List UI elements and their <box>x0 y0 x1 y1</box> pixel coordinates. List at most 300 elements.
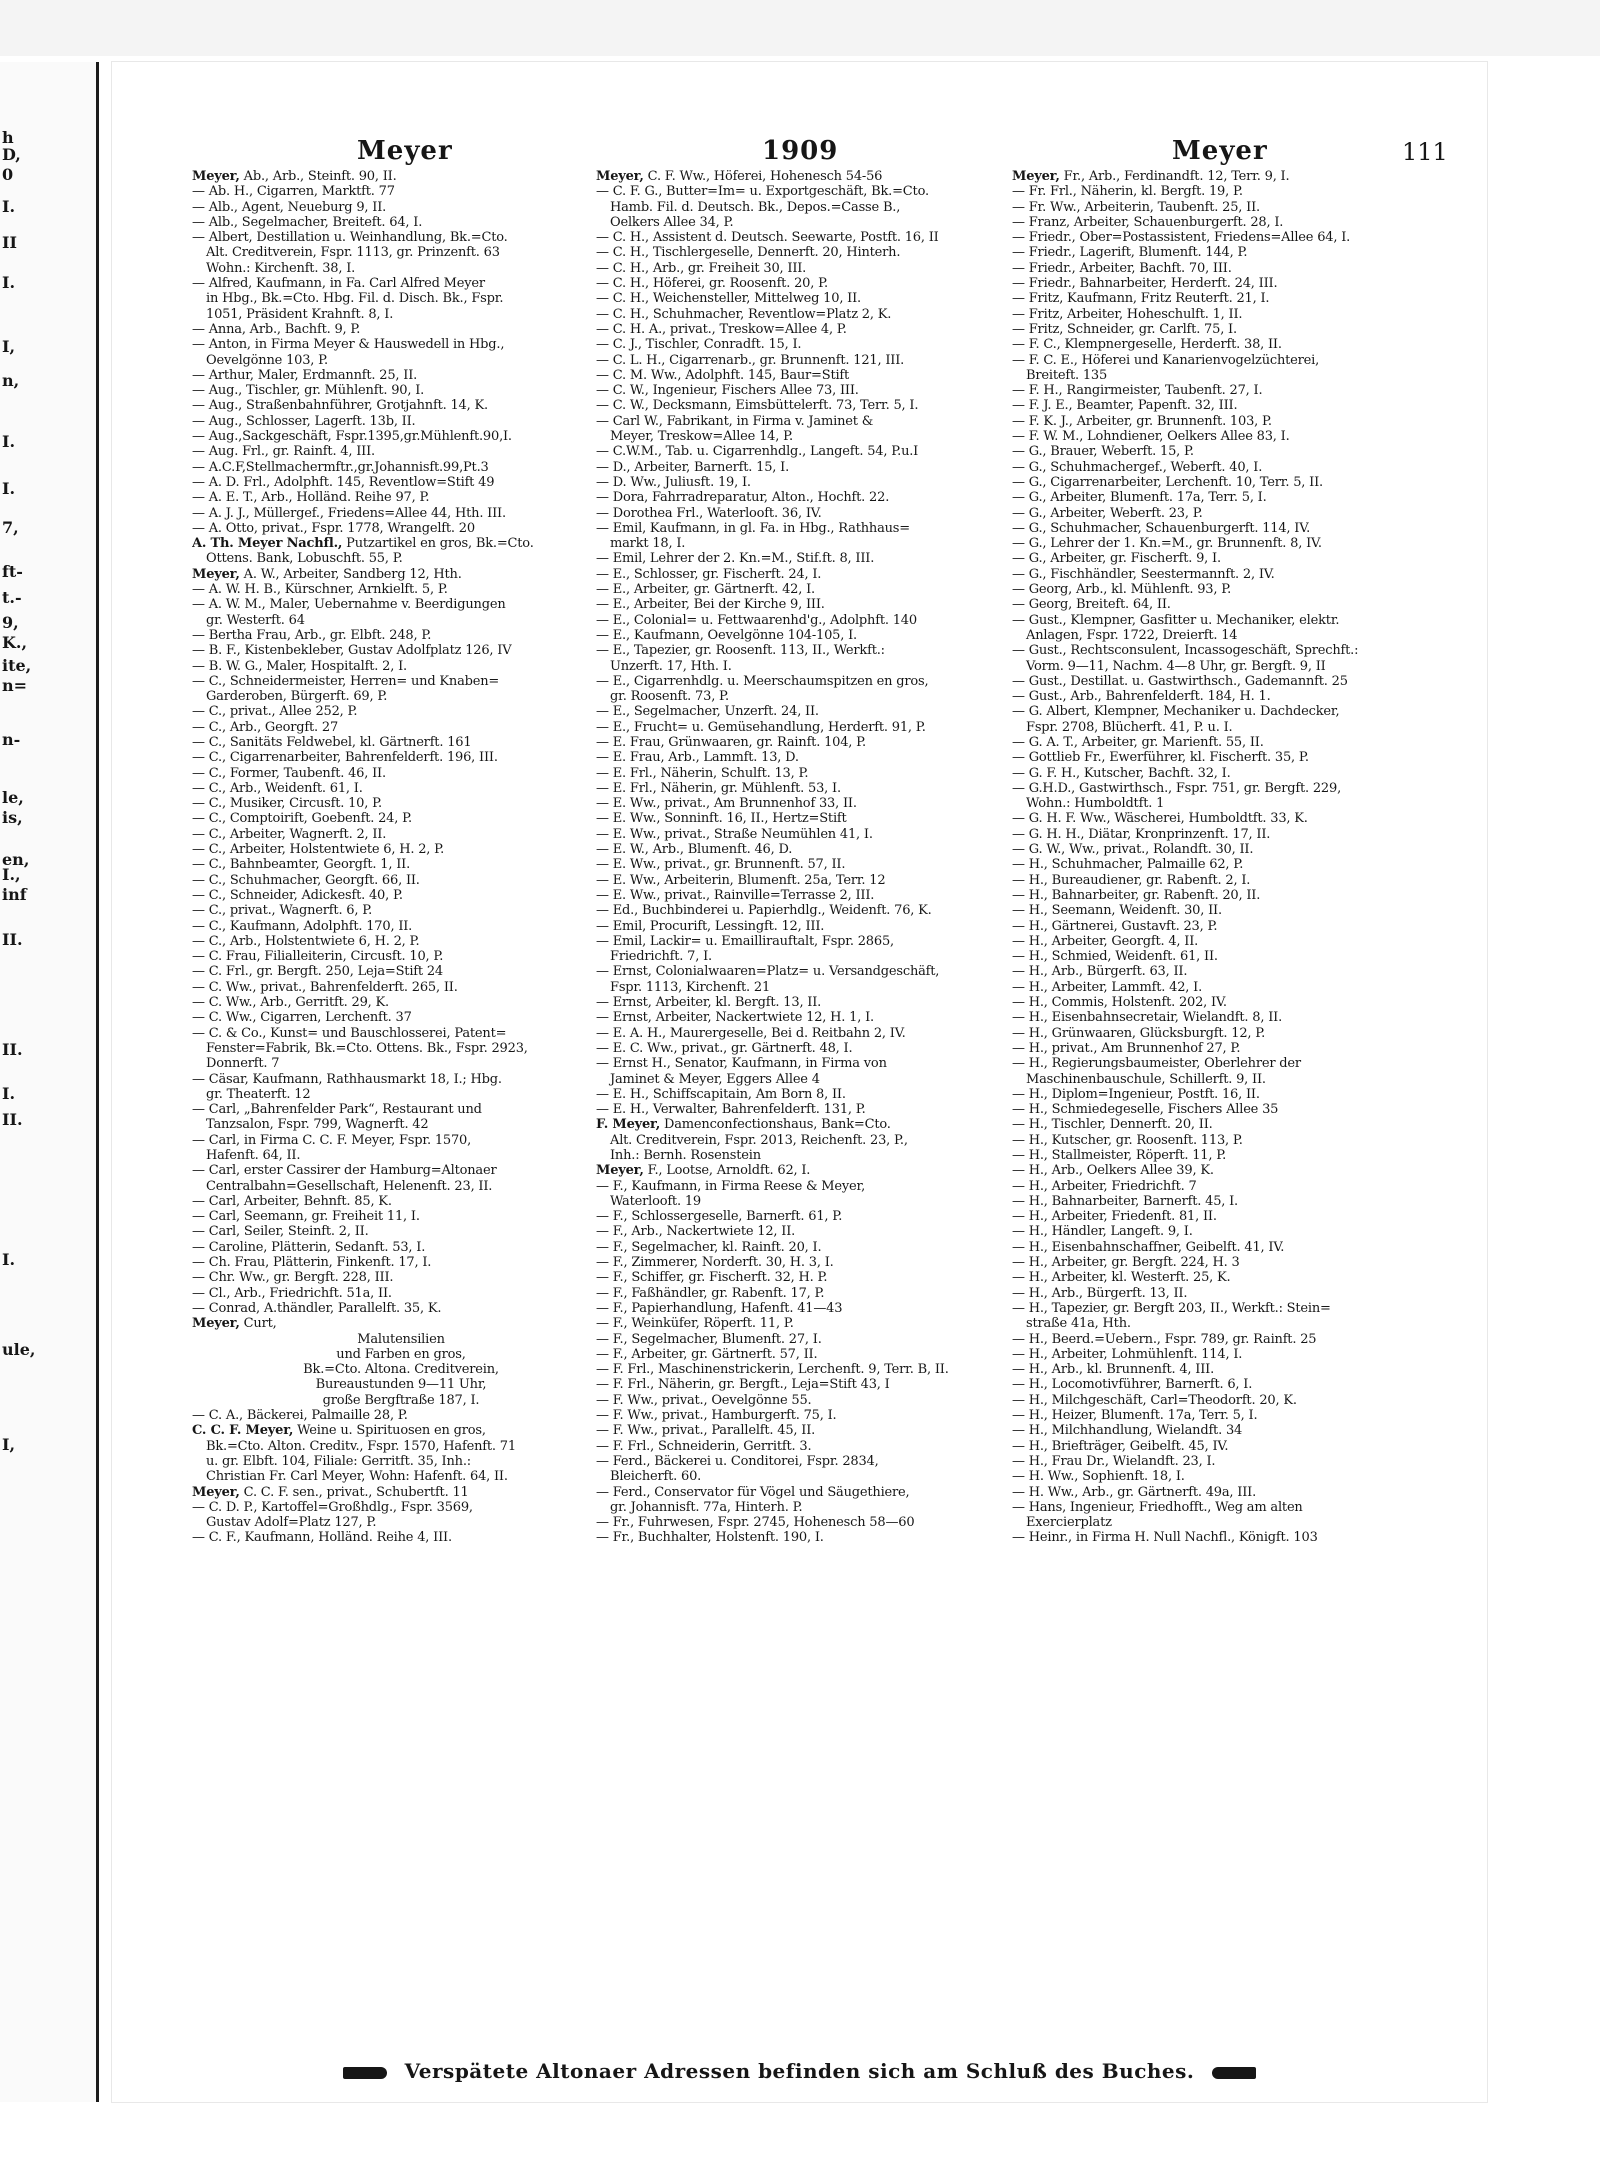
entry-surname: Meyer, <box>1012 169 1060 184</box>
entry-text: Curt, <box>243 1316 277 1332</box>
entry-text: — E. Frl., Näherin, gr. Mühlenft. 53, I. <box>596 780 841 796</box>
directory-entry <box>192 1439 570 1454</box>
directory-entry <box>596 1485 974 1500</box>
directory-entry <box>1012 1270 1390 1285</box>
directory-entry <box>1012 414 1390 429</box>
directory-entry <box>1012 506 1390 521</box>
entry-text: — Ernst, Colonialwaaren=Platz= u. Versandgeschäft, <box>596 964 940 980</box>
entry-text: — Ernst, Arbeiter, kl. Bergft. 13, II. <box>596 995 822 1011</box>
entry-text: — H., Arbeiter, Friedenft. 81, II. <box>1012 1209 1217 1225</box>
entry-text: — H., Grünwaaren, Glücksburgft. 12, P. <box>1012 1025 1266 1041</box>
directory-entry <box>192 184 570 199</box>
directory-entry <box>596 1148 974 1163</box>
directory-entry <box>192 857 570 872</box>
directory-entry <box>596 1500 974 1515</box>
prev-page-fragment: 0 <box>2 165 14 184</box>
pointing-hand-icon <box>1212 2067 1256 2079</box>
entry-text: — Gottlieb Fr., Ewerführer, kl. Fischerft. 35, P. <box>1012 750 1309 766</box>
prev-page-fragment: I. <box>2 197 16 216</box>
directory-entry <box>596 1102 974 1117</box>
prev-page-fragment: I. <box>2 479 16 498</box>
entry-text: — E. C. Ww., privat., gr. Gärtnerft. 48, I. <box>596 1040 853 1056</box>
directory-entry <box>596 506 974 521</box>
directory-entry <box>192 1087 570 1102</box>
entry-text: — Carl, in Firma C. C. F. Meyer, Fspr. 1570, <box>192 1132 472 1148</box>
directory-page <box>112 62 1487 2102</box>
entry-text: — Carl, „Bahrenfelder Park“, Restaurant und <box>192 1102 482 1118</box>
entry-text: — Fr., Buchhalter, Holstenft. 190, I. <box>596 1530 824 1546</box>
entry-text: — H., Bahnarbeiter, Barnerft. 45, I. <box>1012 1193 1238 1209</box>
entry-text: C. C. F. sen., privat., Schubertft. 11 <box>243 1484 469 1500</box>
entry-text: — Fritz, Schneider, gr. Carlft. 75, I. <box>1012 321 1237 337</box>
directory-entry <box>1012 1240 1390 1255</box>
entry-text: Alt. Creditverein, Fspr. 1113, gr. Prinzenft. 63 <box>206 245 500 261</box>
directory-entry <box>192 1240 570 1255</box>
directory-entry <box>192 1377 570 1392</box>
entry-text: — C. W., Ingenieur, Fischers Allee 73, III. <box>596 383 859 399</box>
entry-text: Gustav Adolf=Platz 127, P. <box>206 1515 377 1531</box>
entry-text: — H., Arbeiter, Lohmühlenft. 114, I. <box>1012 1346 1243 1362</box>
directory-entry <box>192 1026 570 1041</box>
header-right-name: Meyer <box>1172 136 1268 166</box>
entry-text: — E. Frau, Grünwaaren, gr. Rainft. 104, P. <box>596 734 866 750</box>
entry-text: — C., Comptoirift, Goebenft. 24, P. <box>192 811 412 827</box>
directory-entry <box>596 521 974 536</box>
entry-text: — H., Schmiedegeselle, Fischers Allee 35 <box>1012 1102 1279 1118</box>
directory-entry <box>596 460 974 475</box>
entry-text: Hafenft. 64, II. <box>206 1148 301 1163</box>
entry-text: — F. Frl., Schneiderin, Gerritft. 3. <box>596 1438 812 1454</box>
directory-entry <box>192 1056 570 1071</box>
entry-text: — E. Ww., privat., Straße Neumühlen 41, I. <box>596 826 873 842</box>
directory-entry <box>596 230 974 245</box>
directory-entry <box>596 322 974 337</box>
directory-entry <box>596 245 974 260</box>
directory-entry <box>192 261 570 276</box>
directory-entry <box>596 1163 974 1178</box>
directory-entry <box>192 230 570 245</box>
entry-text: — F. C. E., Höferei und Kanarienvogelzüchterei, <box>1012 352 1320 368</box>
directory-entry <box>192 215 570 230</box>
entry-text: — G. H. H., Diätar, Kronprinzenft. 17, II. <box>1012 826 1271 842</box>
directory-entry <box>596 1117 974 1132</box>
directory-entry <box>1012 444 1390 459</box>
directory-entry <box>192 353 570 368</box>
entry-text: — G. F. H., Kutscher, Bachft. 32, I. <box>1012 765 1231 781</box>
entry-text: — Bertha Frau, Arb., gr. Elbft. 248, P. <box>192 627 432 643</box>
directory-entry <box>596 490 974 505</box>
directory-entry <box>596 383 974 398</box>
directory-entry <box>1012 1393 1390 1408</box>
entry-text: — F. J. E., Beamter, Papenft. 32, III. <box>1012 398 1238 414</box>
entry-text: — C., Schneidermeister, Herren= und Knaben= <box>192 673 500 689</box>
directory-entry <box>192 689 570 704</box>
entry-text: — H., Tapezier, gr. Bergft 203, II., Werkft.: Stein= <box>1012 1300 1331 1316</box>
directory-entry <box>1012 1423 1390 1438</box>
directory-entry <box>192 307 570 322</box>
directory-entry <box>1012 1148 1390 1163</box>
entry-text: — C. J., Tischler, Conradft. 15, I. <box>596 337 802 353</box>
prev-page-fragment: n- <box>2 730 21 749</box>
entry-text: — C., Arb., Weidenft. 61, I. <box>192 780 363 796</box>
prev-page-fragment: is, <box>2 808 23 827</box>
entry-text: — E. Ww., privat., Am Brunnenhof 33, II. <box>596 796 857 812</box>
directory-entry <box>596 1332 974 1347</box>
directory-entry <box>596 735 974 750</box>
column-1 <box>192 169 570 1546</box>
entry-text: — H., Seemann, Weidenft. 30, II. <box>1012 903 1222 919</box>
directory-entry <box>1012 1102 1390 1117</box>
entry-text: — E., Cigarrenhdlg. u. Meerschaumspitzen en gros, <box>596 673 929 689</box>
entry-text: Wohn.: Humboldtft. 1 <box>1026 796 1165 812</box>
entry-text: — C., Arb., Holstentwiete 6, H. 2, P. <box>192 933 420 949</box>
entry-text: — E., Arbeiter, gr. Gärtnerft. 42, I. <box>596 582 815 598</box>
entry-text: — F., Segelmacher, kl. Rainft. 20, I. <box>596 1239 822 1255</box>
entry-text: — Ferd., Bäckerei u. Conditorei, Fspr. 2834, <box>596 1453 879 1469</box>
entry-text: — H., Arbeiter, gr. Bergft. 224, H. 3 <box>1012 1255 1240 1271</box>
directory-entry <box>192 903 570 918</box>
entry-text: — C., Schneider, Adickesft. 40, P. <box>192 887 403 903</box>
directory-entry <box>596 215 974 230</box>
directory-entry <box>192 811 570 826</box>
directory-entry <box>1012 781 1390 796</box>
entry-text: — F., Papierhandlung, Hafenft. 41—43 <box>596 1300 843 1316</box>
directory-entry <box>596 276 974 291</box>
entry-text: — C., Kaufmann, Adolphft. 170, II. <box>192 918 413 934</box>
entry-text: — C. H., Assistent d. Deutsch. Seewarte, Postft. 16, II <box>596 230 939 246</box>
prev-page-fragment: 7, <box>2 518 19 537</box>
directory-entry <box>1012 964 1390 979</box>
directory-entry <box>1012 597 1390 612</box>
entry-text: — Aug. Frl., gr. Rainft. 4, III. <box>192 444 375 460</box>
directory-entry <box>192 1515 570 1530</box>
entry-text: — F. C., Klempnergeselle, Herderft. 38, II. <box>1012 337 1282 353</box>
prev-page-fragment: en, <box>2 850 30 869</box>
entry-text: — Gust., Rechtsconsulent, Incassogeschäft, Sprechft.: <box>1012 643 1359 659</box>
directory-entry <box>596 1026 974 1041</box>
entry-text: — G., Arbeiter, Blumenft. 17a, Terr. 5, I. <box>1012 490 1267 506</box>
directory-entry <box>1012 490 1390 505</box>
entry-text: — C. D. P., Kartoffel=Großhdlg., Fspr. 3569, <box>192 1499 473 1515</box>
prev-page-fragment: II. <box>2 1110 23 1129</box>
entry-text: — Georg, Breiteft. 64, II. <box>1012 597 1171 613</box>
prev-page-fragment: I. <box>2 432 16 451</box>
directory-entry <box>596 398 974 413</box>
directory-entry <box>192 1194 570 1209</box>
entry-text: — C. M. Ww., Adolphft. 145, Baur=Stift <box>596 367 850 383</box>
directory-entry <box>596 628 974 643</box>
entry-text: — A. J. J., Müllergef., Friedens=Allee 44, Hth. III. <box>192 505 506 521</box>
entry-text: — E., Kaufmann, Oevelgönne 104-105, I. <box>596 627 857 643</box>
entry-text: Anlagen, Fspr. 1722, Dreierft. 14 <box>1026 627 1238 643</box>
directory-entry <box>192 1362 570 1377</box>
entry-text: — Caroline, Plätterin, Sedanft. 53, I. <box>192 1239 426 1255</box>
directory-entry <box>1012 429 1390 444</box>
directory-entry <box>596 857 974 872</box>
prev-page-fragment: h <box>2 128 14 147</box>
entry-text: — C. H., Weichensteller, Mittelweg 10, II. <box>596 291 861 307</box>
directory-entry <box>596 613 974 628</box>
entry-text: — G.H.D., Gastwirthsch., Fspr. 751, gr. Bergft. 229, <box>1012 780 1342 796</box>
directory-entry <box>1012 245 1390 260</box>
entry-text: — E., Colonial= u. Fettwaarenhd'g., Adolphft. 140 <box>596 612 917 628</box>
entry-text: — E., Segelmacher, Unzerft. 24, II. <box>596 704 819 720</box>
directory-entry <box>1012 200 1390 215</box>
entry-text: — Fr. Frl., Näherin, kl. Bergft. 19, P. <box>1012 184 1243 200</box>
entry-text: Unzerft. 17, Hth. I. <box>610 658 732 674</box>
directory-entry <box>1012 1347 1390 1362</box>
entry-surname: Meyer, <box>192 169 240 184</box>
directory-entry <box>596 414 974 429</box>
entry-text: — H., Eisenbahnsecretair, Wielandft. 8, II. <box>1012 1010 1283 1026</box>
directory-entry <box>1012 720 1390 735</box>
entry-text: — E., Tapezier, gr. Roosenft. 113, II., Werkft.: <box>596 643 885 659</box>
directory-entry <box>192 1530 570 1545</box>
directory-entry <box>596 1439 974 1454</box>
directory-entry <box>1012 689 1390 704</box>
entry-text: Weine u. Spirituosen en gros, <box>297 1423 486 1439</box>
entry-text: — E. H., Schiffscapitain, Am Born 8, II. <box>596 1086 846 1102</box>
entry-surname: Meyer, <box>596 169 644 184</box>
entry-text: — F., Schiffer, gr. Fischerft. 32, H. P. <box>596 1270 828 1286</box>
entry-text: — C. H., Tischlergeselle, Dennerft. 20, Hinterh. <box>596 245 901 261</box>
directory-entry <box>192 964 570 979</box>
entry-text: — H., Händler, Langeft. 9, I. <box>1012 1224 1193 1240</box>
entry-text: — H., Stallmeister, Röperft. 11, P. <box>1012 1148 1227 1163</box>
directory-entry <box>1012 1408 1390 1423</box>
directory-entry <box>596 796 974 811</box>
directory-entry <box>192 720 570 735</box>
directory-entry <box>192 980 570 995</box>
directory-entry <box>1012 674 1390 689</box>
directory-entry <box>1012 1255 1390 1270</box>
directory-entry <box>596 842 974 857</box>
entry-text: Fenster=Fabrik, Bk.=Cto. Ottens. Bk., Fspr. 2923, <box>206 1040 528 1056</box>
entry-surname: Meyer, <box>596 1163 644 1179</box>
directory-entry <box>1012 934 1390 949</box>
directory-entry <box>1012 383 1390 398</box>
directory-entry <box>192 1469 570 1484</box>
directory-entry <box>1012 1087 1390 1102</box>
directory-entry <box>192 1332 570 1347</box>
directory-entry <box>596 1530 974 1545</box>
entry-text: — G., Cigarrenarbeiter, Lerchenft. 10, Terr. 5, II. <box>1012 474 1323 490</box>
entry-text: — H., Schuhmacher, Palmaille 62, P. <box>1012 857 1244 873</box>
directory-entry <box>1012 1194 1390 1209</box>
directory-entry <box>1012 1332 1390 1347</box>
entry-text: Friedrichft. 7, I. <box>610 949 712 965</box>
entry-text: — H., Arb., Bürgerft. 63, II. <box>1012 964 1188 980</box>
directory-entry <box>596 1087 974 1102</box>
directory-entry <box>596 337 974 352</box>
directory-entry <box>1012 368 1390 383</box>
entry-text: — C. F., Kaufmann, Holländ. Reihe 4, III. <box>192 1530 452 1546</box>
entry-text: Bleicherft. 60. <box>610 1469 702 1485</box>
entry-text: — F. Ww., privat., Oevelgönne 55. <box>596 1392 812 1408</box>
directory-entry <box>192 490 570 505</box>
entry-text: markt 18, I. <box>610 536 686 552</box>
directory-entry <box>596 934 974 949</box>
column-2 <box>596 169 974 1546</box>
footer-text: Verspätete Altonaer Adressen befinden sich am Schluß des Buches. <box>404 2059 1195 2083</box>
entry-text: — E., Frucht= u. Gemüsehandlung, Herderft. 91, P. <box>596 719 926 735</box>
directory-entry <box>596 1209 974 1224</box>
entry-text: gr. Westerft. 64 <box>206 612 305 628</box>
column-3 <box>1012 169 1390 1546</box>
entry-surname: A. Th. Meyer Nachfl., <box>192 536 343 552</box>
entry-text: — F., Faßhändler, gr. Rabenft. 17, P. <box>596 1285 825 1301</box>
entry-text: — Emil, Lehrer der 2. Kn.=M., Stif.ft. 8, III. <box>596 551 875 567</box>
entry-text: — H., Locomotivführer, Barnerft. 6, I. <box>1012 1377 1253 1393</box>
entry-surname: F. Meyer, <box>596 1117 661 1133</box>
entry-text: — C. Ww., privat., Bahrenfelderft. 265, II. <box>192 979 458 995</box>
entry-text: — E. Frau, Arb., Lammft. 13, D. <box>596 750 799 766</box>
entry-text: — H., Regierungsbaumeister, Oberlehrer der <box>1012 1056 1301 1072</box>
directory-entry <box>596 720 974 735</box>
entry-text: Breiteft. 135 <box>1026 367 1108 383</box>
entry-text: — E. Ww., privat., gr. Brunnenft. 57, II. <box>596 857 846 873</box>
directory-entry <box>192 1301 570 1316</box>
directory-entry <box>596 169 974 184</box>
directory-entry <box>596 1255 974 1270</box>
entry-text: Oelkers Allee 34, P. <box>610 214 734 230</box>
directory-entry <box>596 291 974 306</box>
entry-text: — Friedr., Bahnarbeiter, Herderft. 24, III. <box>1012 276 1278 292</box>
entry-text: — H., Arbeiter, Lammft. 42, I. <box>1012 979 1203 995</box>
directory-entry <box>1012 1286 1390 1301</box>
entry-text: — Aug., Tischler, gr. Mühlenft. 90, I. <box>192 383 425 399</box>
directory-entry <box>596 184 974 199</box>
directory-entry <box>596 781 974 796</box>
directory-entry <box>596 353 974 368</box>
viewer-top-margin <box>0 0 1600 56</box>
directory-entry <box>192 398 570 413</box>
directory-entry <box>596 567 974 582</box>
prev-page-fragment: le, <box>2 788 24 807</box>
directory-entry <box>1012 1209 1390 1224</box>
entry-text: — G., Arbeiter, Weberft. 23, P. <box>1012 505 1203 521</box>
directory-entry <box>192 674 570 689</box>
entry-text: — Gust., Arb., Bahrenfelderft. 184, H. 1. <box>1012 689 1271 705</box>
directory-entry <box>192 1148 570 1163</box>
entry-text: — Anna, Arb., Bachft. 9, P. <box>192 321 361 337</box>
entry-text: — H., Tischler, Dennerft. 20, II. <box>1012 1117 1213 1133</box>
entry-text: — C. H., Höferei, gr. Roosenft. 20, P. <box>596 276 828 292</box>
entry-text: — Dorothea Frl., Waterlooft. 36, IV. <box>596 505 822 521</box>
entry-text: — C., Sanitäts Feldwebel, kl. Gärtnerft. 161 <box>192 734 472 750</box>
directory-entry <box>596 1393 974 1408</box>
directory-entry <box>1012 995 1390 1010</box>
entry-text: — H., privat., Am Brunnenhof 27, P. <box>1012 1040 1241 1056</box>
directory-entry <box>192 1010 570 1025</box>
directory-entry <box>1012 643 1390 658</box>
directory-entry <box>192 551 570 566</box>
entry-text: — C., Arbeiter, Wagnerft. 2, II. <box>192 826 387 842</box>
prev-page-fragment: I., <box>2 865 21 884</box>
directory-entry <box>1012 475 1390 490</box>
directory-entry <box>192 368 570 383</box>
directory-entry <box>1012 1362 1390 1377</box>
directory-entry <box>1012 276 1390 291</box>
directory-entry <box>192 750 570 765</box>
directory-entry <box>192 460 570 475</box>
prev-page-fragment: n, <box>2 371 20 390</box>
entry-text: — G., Schuhmachergef., Weberft. 40, I. <box>1012 459 1263 475</box>
directory-entry <box>596 582 974 597</box>
entry-text: — Emil, Lackir= u. Emaillirauftalt, Fspr. 2865, <box>596 933 894 949</box>
directory-entry <box>596 444 974 459</box>
directory-entry <box>192 1454 570 1469</box>
directory-entry <box>596 1179 974 1194</box>
entry-text: — C. H. A., privat., Treskow=Allee 4, P. <box>596 321 847 337</box>
header-year: 1909 <box>762 136 839 166</box>
entry-text: — Fr., Fuhrwesen, Fspr. 2745, Hohenesch 58—60 <box>596 1515 915 1531</box>
entry-text: — Alb., Agent, Neueburg 9, II. <box>192 199 387 215</box>
directory-entry <box>1012 567 1390 582</box>
directory-entry <box>192 796 570 811</box>
entry-text: — H., Briefträger, Geibelft. 45, IV. <box>1012 1438 1229 1454</box>
entry-text: — H., Bahnarbeiter, gr. Rabenft. 20, II. <box>1012 887 1261 903</box>
directory-entry <box>596 1240 974 1255</box>
directory-entry <box>596 643 974 658</box>
entry-text: — C., Bahnbeamter, Georgft. 1, II. <box>192 857 411 873</box>
entry-text: — Anton, in Firma Meyer & Hauswedell in Hbg., <box>192 337 505 353</box>
entry-text: Putzartikel en gros, Bk.=Cto. <box>346 536 534 552</box>
entry-text: — C. H., Schuhmacher, Reventlow=Platz 2, K. <box>596 306 892 322</box>
entry-text: — C.W.M., Tab. u. Cigarrenhdlg., Langeft. 54, P.u.I <box>596 444 919 460</box>
directory-entry <box>1012 1316 1390 1331</box>
entry-text: — Fritz, Arbeiter, Hoheschulft. 1, II. <box>1012 306 1243 322</box>
entry-text: — Fritz, Kaufmann, Fritz Reuterft. 21, I. <box>1012 291 1270 307</box>
entry-text: — H., Kutscher, gr. Roosenft. 113, P. <box>1012 1132 1243 1148</box>
entry-text: — G., Fischhändler, Seestermannft. 2, IV. <box>1012 566 1275 582</box>
entry-text: — H., Beerd.=Uebern., Fspr. 789, gr. Rainft. 25 <box>1012 1331 1317 1347</box>
entry-text: — C. Ww., Cigarren, Lerchenft. 37 <box>192 1010 412 1026</box>
directory-entry <box>1012 1301 1390 1316</box>
entry-text: — Emil, Kaufmann, in gl. Fa. in Hbg., Rathhaus= <box>596 520 910 536</box>
entry-text: Christian Fr. Carl Meyer, Wohn: Hafenft. 64, II. <box>206 1469 508 1485</box>
entry-text: — E. Ww., Arbeiterin, Blumenft. 25a, Terr. 12 <box>596 872 886 888</box>
directory-entry <box>1012 857 1390 872</box>
directory-entry <box>192 1485 570 1500</box>
directory-entry <box>1012 1041 1390 1056</box>
entry-text: 1051, Präsident Krahnft. 8, I. <box>206 306 394 322</box>
entry-text: — Ch. Frau, Plätterin, Finkenft. 17, I. <box>192 1255 432 1271</box>
entry-text: — C. H., Arb., gr. Freiheit 30, III. <box>596 260 807 276</box>
directory-entry <box>596 903 974 918</box>
entry-text: — C. A., Bäckerei, Palmaille 28, P. <box>192 1408 408 1424</box>
entry-text: — A. W. H. B., Kürschner, Arnkielft. 5, P. <box>192 582 448 598</box>
entry-text: — B. F., Kistenbekleber, Gustav Adolfplatz 126, IV <box>192 643 512 659</box>
entry-text: — Carl, Seemann, gr. Freiheit 11, I. <box>192 1209 420 1225</box>
directory-entry <box>192 628 570 643</box>
directory-entry <box>1012 1377 1390 1392</box>
directory-entry <box>192 567 570 582</box>
entry-text: — F., Kaufmann, in Firma Reese & Meyer, <box>596 1178 866 1194</box>
entry-text: — E. Ww., Sonninft. 16, II., Hertz=Stift <box>596 811 847 827</box>
entry-text: Fspr. 1113, Kirchenft. 21 <box>610 979 771 995</box>
directory-entry <box>192 781 570 796</box>
directory-entry <box>596 1270 974 1285</box>
entry-text: — Friedr., Lagerift, Blumenft. 144, P. <box>1012 245 1248 261</box>
directory-entry <box>596 551 974 566</box>
entry-text: — Carl, erster Cassirer der Hamburg=Altonaer <box>192 1163 497 1179</box>
entry-surname: C. C. F. Meyer, <box>192 1423 294 1439</box>
entry-text: — H., Schmied, Weidenft. 61, II. <box>1012 949 1218 965</box>
entry-text: in Hbg., Bk.=Cto. Hbg. Fil. d. Disch. Bk., Fspr. <box>206 291 504 307</box>
directory-entry <box>192 1133 570 1148</box>
entry-text: — C., Cigarrenarbeiter, Bahrenfelderft. 196, III. <box>192 750 498 766</box>
